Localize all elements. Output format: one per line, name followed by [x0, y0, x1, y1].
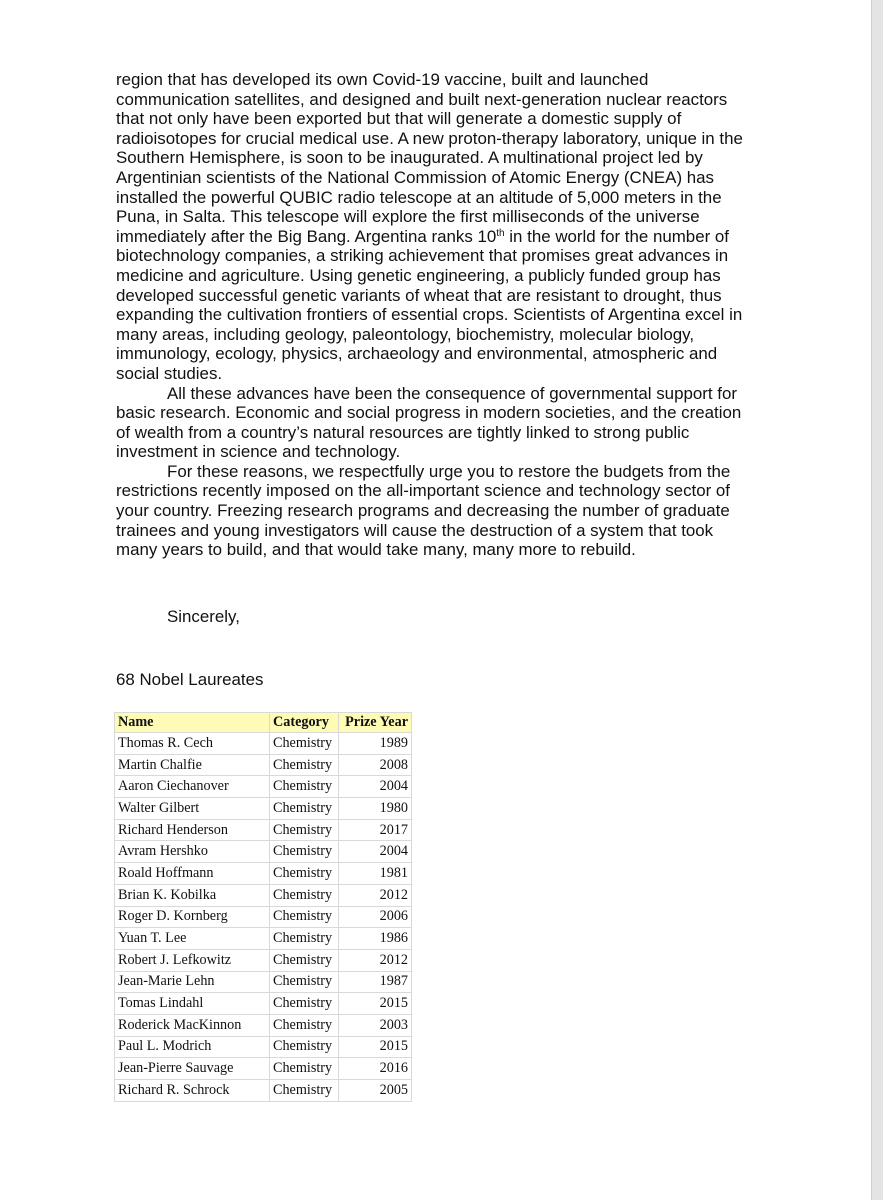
cell-name: Paul L. Modrich [115, 1036, 270, 1058]
table-row [115, 884, 412, 906]
rank-rest: in the world for the number of [504, 226, 729, 246]
cell-name: Walter Gilbert [115, 798, 270, 820]
text-line: trainees and young investigators will cause the destruction of a system that took [116, 520, 714, 540]
cell-year: 2006 [339, 906, 412, 928]
text-line: immunology, ecology, physics, archaeology and environmental, atmospheric and [116, 344, 718, 364]
table-row [115, 1058, 412, 1080]
text-line: your country. Freezing research programs and decreasing the number of graduate [116, 501, 730, 521]
cell-category: Chemistry [270, 971, 339, 993]
cell-year: 2008 [339, 754, 412, 776]
text-line: basic research. Economic and social progress in modern societies, and the creation [116, 403, 742, 423]
table-row [115, 733, 412, 755]
rank-text: immediately after the Big Bang. Argentina ranks 10 [116, 226, 497, 246]
text-line: installed the powerful QUBIC radio telescope at an altitude of 5,000 meters in the [116, 187, 722, 207]
page-edge [871, 0, 883, 1200]
text-line: Puna, in Salta. This telescope will explore the first milliseconds of the universe [116, 207, 700, 227]
text-line: that not only have been exported but that will generate a domestic supply of [116, 109, 682, 129]
text-line: region that has developed its own Covid-19 vaccine, built and launched [116, 70, 649, 89]
cell-year: 1986 [339, 928, 412, 950]
cell-name: Brian K. Kobilka [115, 884, 270, 906]
cell-name: Yuan T. Lee [115, 928, 270, 950]
text-line: For these reasons, we respectfully urge you to restore the budgets from the [167, 461, 731, 481]
cell-name: Martin Chalfie [115, 754, 270, 776]
laureates-table [114, 712, 412, 1102]
text-line: biotechnology companies, a striking achievement that promises great advances in [116, 246, 729, 266]
cell-year: 2012 [339, 949, 412, 971]
text-line: investment in science and technology. [116, 442, 401, 462]
table-row [115, 863, 412, 885]
text-line: social studies. [116, 363, 223, 383]
cell-year: 2016 [339, 1058, 412, 1080]
table-row [115, 841, 412, 863]
table-row [115, 754, 412, 776]
cell-year: 2004 [339, 841, 412, 863]
text-line: medicine and agriculture. Using genetic engineering, a publicly funded group has [116, 265, 721, 285]
cell-name: Robert J. Lefkowitz [115, 949, 270, 971]
table-row [115, 819, 412, 841]
cell-year: 2017 [339, 819, 412, 841]
rank-suffix: th [496, 227, 505, 239]
closing-salutation: Sincerely, [167, 607, 240, 626]
cell-year: 2005 [339, 1080, 412, 1102]
cell-category: Chemistry [270, 1014, 339, 1036]
cell-category: Chemistry [270, 754, 339, 776]
letter-body [116, 70, 806, 560]
cell-category: Chemistry [270, 798, 339, 820]
cell-category: Chemistry [270, 993, 339, 1015]
table-row [115, 949, 412, 971]
cell-category: Chemistry [270, 1058, 339, 1080]
cell-name: Roger D. Kornberg [115, 906, 270, 928]
text-line: of wealth from a country’s natural resources are tightly linked to strong public [116, 422, 690, 442]
cell-name: Jean-Pierre Sauvage [115, 1058, 270, 1080]
text-line: many years to build, and that would take many, many more to rebuild. [116, 540, 636, 560]
cell-category: Chemistry [270, 776, 339, 798]
text-line: All these advances have been the consequence of governmental support for [167, 383, 737, 403]
cell-year: 2012 [339, 884, 412, 906]
table-row [115, 971, 412, 993]
cell-year: 2003 [339, 1014, 412, 1036]
text-line: Argentinian scientists of the National Commission of Atomic Energy (CNEA) has [116, 167, 714, 187]
table-row [115, 906, 412, 928]
text-line: radioisotopes for crucial medical use. A new proton-therapy laboratory, unique in the [116, 128, 743, 148]
cell-name: Jean-Marie Lehn [115, 971, 270, 993]
cell-name: Richard R. Schrock [115, 1080, 270, 1102]
table-row [115, 1014, 412, 1036]
cell-name: Avram Hershko [115, 841, 270, 863]
table-row [115, 993, 412, 1015]
column-header-category: Category [270, 713, 339, 733]
table-header-row [115, 713, 412, 733]
cell-name: Roderick MacKinnon [115, 1014, 270, 1036]
column-header-year: Prize Year [339, 713, 412, 733]
paragraph-3 [116, 462, 806, 560]
cell-category: Chemistry [270, 1036, 339, 1058]
cell-year: 1989 [339, 733, 412, 755]
text-line: developed successful genetic variants of wheat that are resistant to drought, thus [116, 285, 722, 305]
cell-category: Chemistry [270, 841, 339, 863]
table-row [115, 928, 412, 950]
cell-name: Tomas Lindahl [115, 993, 270, 1015]
cell-category: Chemistry [270, 1080, 339, 1102]
cell-name: Richard Henderson [115, 819, 270, 841]
text-line: Southern Hemisphere, is soon to be inaugurated. A multinational project led by [116, 148, 703, 168]
signatories-heading: 68 Nobel Laureates [116, 670, 264, 689]
paragraph-2 [116, 384, 806, 462]
text-line-rank [116, 227, 806, 247]
cell-year: 1987 [339, 971, 412, 993]
cell-name: Roald Hoffmann [115, 863, 270, 885]
cell-category: Chemistry [270, 884, 339, 906]
cell-category: Chemistry [270, 863, 339, 885]
table-row [115, 798, 412, 820]
cell-name: Aaron Ciechanover [115, 776, 270, 798]
column-header-name: Name [115, 713, 270, 733]
cell-category: Chemistry [270, 906, 339, 928]
cell-category: Chemistry [270, 928, 339, 950]
table-row [115, 776, 412, 798]
cell-category: Chemistry [270, 819, 339, 841]
text-line: expanding the cultivation frontiers of essential crops. Scientists of Argentina excel in [116, 305, 743, 325]
table-row [115, 1036, 412, 1058]
text-line: communication satellites, and designed and built next-generation nuclear reactors [116, 89, 728, 109]
cell-category: Chemistry [270, 733, 339, 755]
text-line: many areas, including geology, paleontology, biochemistry, molecular biology, [116, 324, 695, 344]
cell-category: Chemistry [270, 949, 339, 971]
cell-year: 2015 [339, 993, 412, 1015]
table-row [115, 1080, 412, 1102]
cell-name: Thomas R. Cech [115, 733, 270, 755]
cell-year: 1980 [339, 798, 412, 820]
cell-year: 1981 [339, 863, 412, 885]
text-line: restrictions recently imposed on the all-important science and technology sector of [116, 481, 731, 501]
cell-year: 2004 [339, 776, 412, 798]
paragraph-1 [116, 70, 806, 384]
cell-year: 2015 [339, 1036, 412, 1058]
